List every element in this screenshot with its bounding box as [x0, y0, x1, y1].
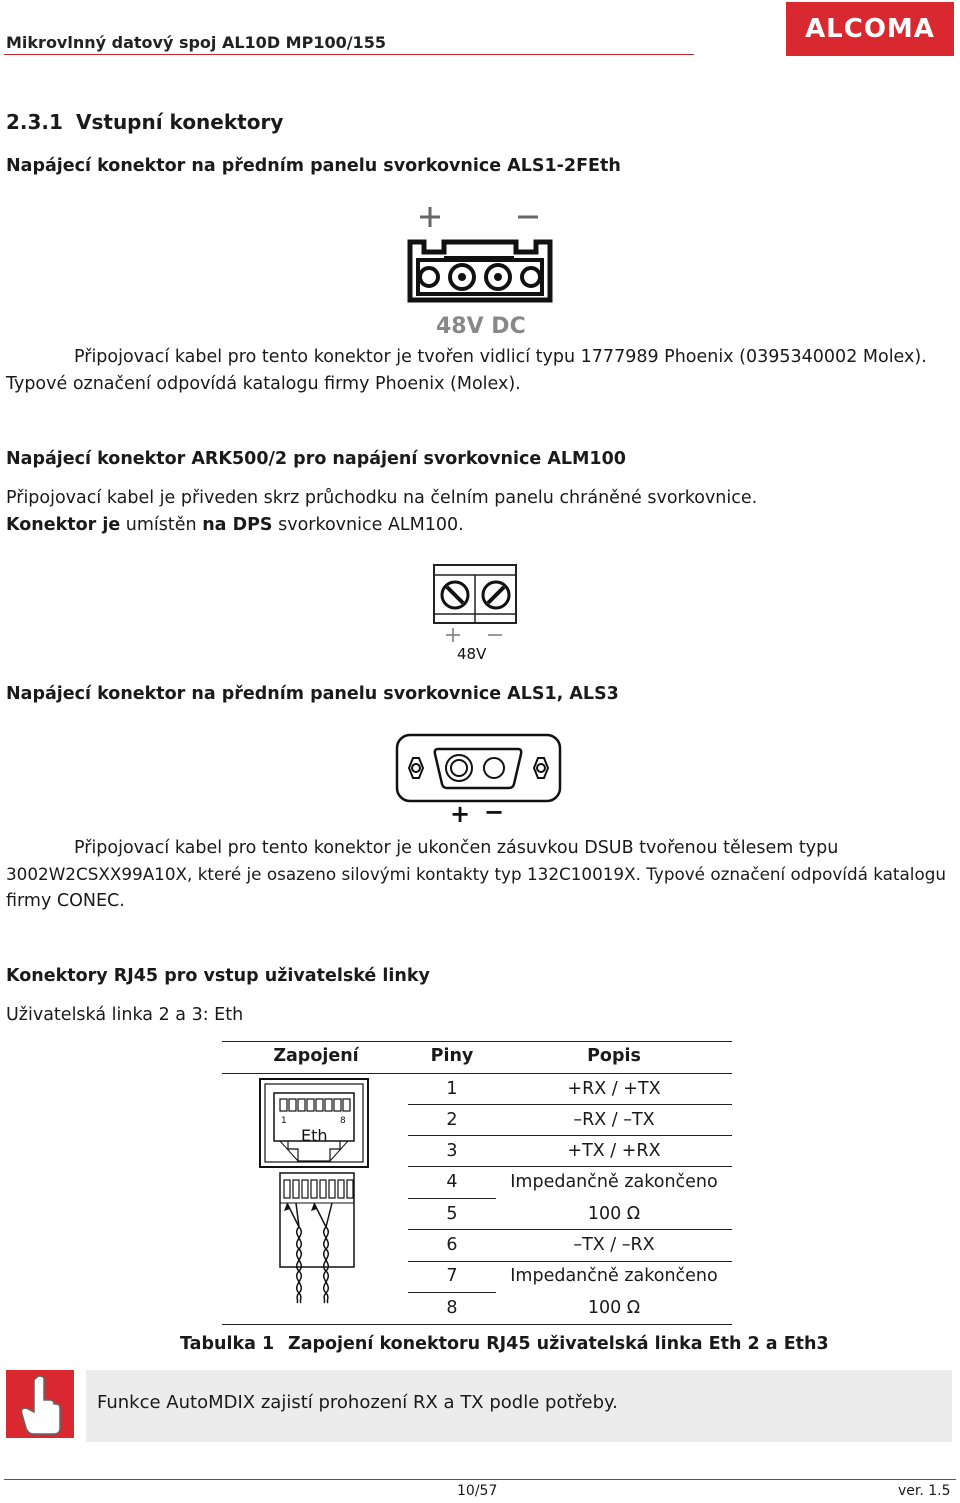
- header-rule: [4, 54, 694, 55]
- page-number: 10/57: [457, 1483, 498, 1499]
- rj45-pin-first-label: 1: [281, 1116, 287, 1126]
- row-rule: [408, 1135, 732, 1136]
- table-row-pin: 5: [446, 1204, 458, 1224]
- paragraph-ark500-line2: [6, 512, 464, 539]
- heading-ark500: Napájecí konektor ARK500/2 pro napájení svorkovnice ALM100: [6, 449, 626, 469]
- section-number: 2.3.1: [6, 110, 63, 134]
- table-caption: [180, 1334, 829, 1354]
- table-row-desc: –RX / –TX: [573, 1110, 655, 1130]
- row-rule: [408, 1229, 732, 1230]
- paragraph-phoenix-line2: Typové označení odpovídá katalogu firmy Phoenix (Molex).: [6, 374, 521, 394]
- table-row-desc: Impedančně zakončeno: [510, 1172, 718, 1192]
- heading-rj45: Konektory RJ45 pro vstup uživatelské linky: [6, 966, 430, 986]
- row-rule: [408, 1292, 496, 1293]
- table-row-pin: 6: [446, 1235, 458, 1255]
- section-title: Vstupní konektory: [76, 110, 284, 134]
- table-row-desc: +TX / +RX: [567, 1141, 661, 1161]
- table-caption-text: Zapojení konektoru RJ45 uživatelská linka Eth 2 a Eth3: [288, 1334, 829, 1354]
- heading-als1-als3: Napájecí konektor na předním panelu svorkovnice ALS1, ALS3: [6, 684, 619, 704]
- row-rule: [408, 1104, 732, 1105]
- rj45-eth-label: Eth: [301, 1126, 328, 1145]
- note-text: Funkce AutoMDIX zajistí prohození RX a TX podle potřeby.: [97, 1392, 618, 1413]
- table-row-desc: 100 Ω: [587, 1298, 641, 1318]
- text-na-dps: na DPS: [202, 515, 273, 535]
- figure-minus: −: [484, 798, 505, 826]
- table-row-pin: 4: [446, 1172, 458, 1192]
- text-svorkovnice-alm100: svorkovnice ALM100.: [272, 515, 464, 535]
- table-bottom-rule: [222, 1324, 732, 1325]
- table-row-pin: 7: [446, 1266, 458, 1286]
- row-rule: [408, 1261, 732, 1262]
- footer-rule: [4, 1479, 956, 1480]
- pointing-hand-icon: [6, 1370, 74, 1438]
- table-row-desc: +RX / +TX: [567, 1079, 661, 1099]
- rj45-connector-figure: [258, 1077, 372, 1305]
- table-row-pin: 8: [446, 1298, 458, 1318]
- text-umisten: umístěn: [120, 515, 203, 535]
- row-rule: [408, 1198, 496, 1199]
- subheading-eth: Uživatelská linka 2 a 3: Eth: [6, 1005, 244, 1025]
- heading-als1-2feth: Napájecí konektor na předním panelu svorkovnice ALS1-2FEth: [6, 156, 621, 176]
- table-row-desc: Impedančně zakončeno: [510, 1266, 718, 1286]
- table-header-zapojeni: Zapojení: [273, 1046, 359, 1066]
- paragraph-dsub-line2: 3002W2CSXX99A10X, které je osazeno silovými kontakty typ 132C10019X. Typové označení odpovídá katalogu: [6, 864, 947, 884]
- table-caption-label: Tabulka 1: [180, 1334, 275, 1354]
- table-row-pin: 1: [446, 1079, 458, 1099]
- paragraph-phoenix-line1: Připojovací kabel pro tento konektor je tvořen vidlicí typu 1777989 Phoenix (0395340002 Molex).: [74, 347, 927, 367]
- alcoma-logo: ALCOMA: [786, 2, 954, 56]
- terminal-connector-48vdc-figure: [400, 200, 560, 340]
- dsub-power-connector-figure: [394, 732, 564, 826]
- version-label: ver. 1.5: [898, 1483, 951, 1499]
- section-heading: [6, 110, 283, 134]
- table-row-pin: 3: [446, 1141, 458, 1161]
- figure-label-48v: 48V: [457, 645, 487, 663]
- table-row-desc: 100 Ω: [587, 1204, 641, 1224]
- table-header-popis: Popis: [587, 1046, 641, 1066]
- figure-plus: +: [450, 800, 471, 826]
- row-rule: [408, 1166, 732, 1167]
- table-row-pin: 2: [446, 1110, 458, 1130]
- table-header-piny: Piny: [430, 1046, 474, 1066]
- paragraph-dsub-line3: firmy CONEC.: [6, 891, 125, 911]
- paragraph-dsub-line1: Připojovací kabel pro tento konektor je ukončen zásuvkou DSUB tvořenou tělesem typu: [74, 838, 839, 858]
- figure-label-48vdc: 48V DC: [436, 314, 526, 339]
- rj45-pin-last-label: 8: [340, 1116, 346, 1126]
- paragraph-ark500-line1: Připojovací kabel je přiveden skrz průchodku na čelním panelu chráněné svorkovnice.: [6, 488, 758, 508]
- document-title: Mikrovlnný datový spoj AL10D MP100/155: [6, 33, 386, 52]
- table-top-rule: [222, 1041, 732, 1042]
- table-header-rule: [222, 1073, 732, 1074]
- text-konektor-je: Konektor je: [6, 515, 121, 535]
- table-row-desc: –TX / –RX: [573, 1235, 655, 1255]
- ark500-connector-figure: [428, 562, 528, 664]
